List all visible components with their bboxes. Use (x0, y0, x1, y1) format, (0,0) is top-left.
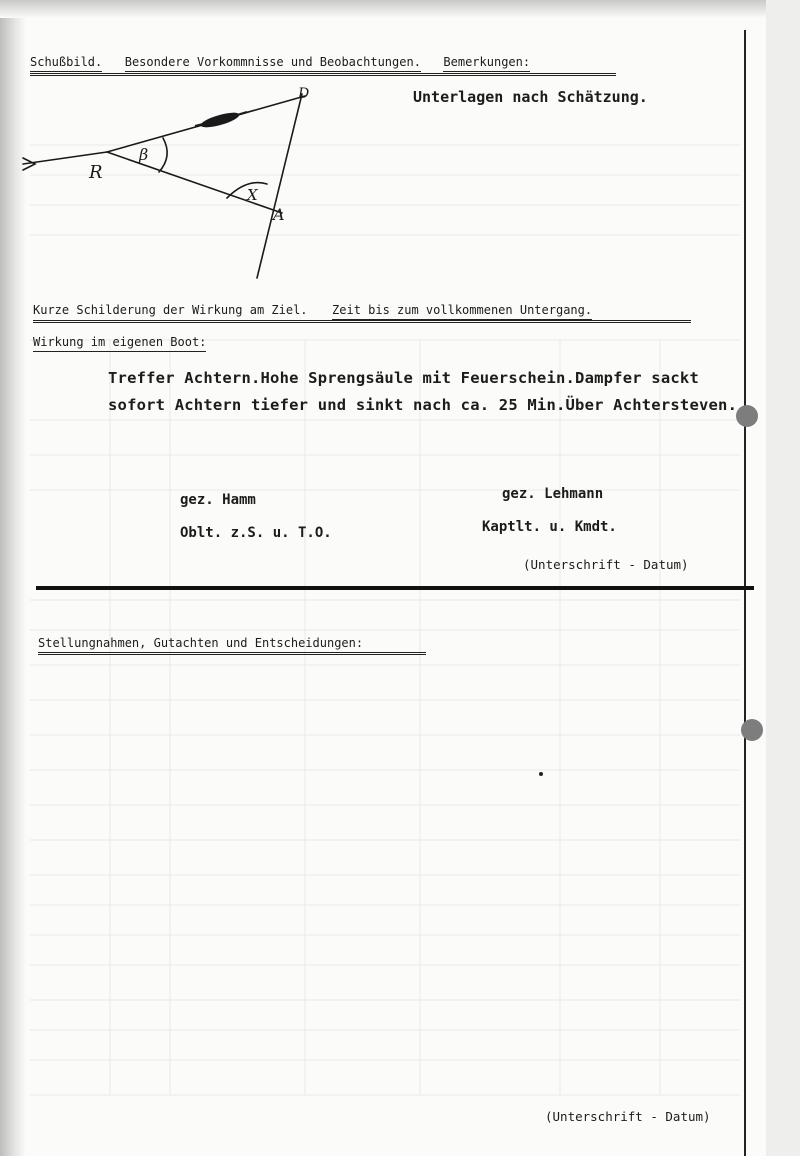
punch-hole-lower (741, 719, 763, 741)
stellungnahmen-label: Stellungnahmen, Gutachten und Entscheidungen: (38, 636, 364, 650)
signature-left-rank: Oblt. z.S. u. T.O. (180, 525, 332, 541)
vorkommnisse-label: Besondere Vorkommnisse und Beobachtungen. (125, 55, 421, 72)
sketch-label-d: D (298, 86, 310, 102)
schussbild-heading (30, 55, 530, 69)
stray-mark (539, 772, 543, 776)
effect-text-line-1: Treffer Achtern.Hohe Sprengsäule mit Feuerschein.Dampfer sackt (108, 369, 699, 387)
signature-caption: (Unterschrift - Datum) (523, 557, 689, 572)
heading3-double-underline (38, 652, 426, 655)
bemerkungen-label: Bemerkungen: (443, 55, 530, 72)
bottom-signature-caption: (Unterschrift - Datum) (545, 1109, 711, 1124)
signature-right-name: gez. Lehmann (502, 486, 604, 502)
wirkung-boot-heading (33, 335, 206, 349)
wirkung-ziel-label: Kurze Schilderung der Wirkung am Ziel. (33, 303, 308, 317)
signature-right-rank: Kaptlt. u. Kmdt. (482, 519, 617, 535)
remark-text: Unterlagen nach Schätzung. (413, 88, 648, 106)
schussbild-label: Schußbild. (30, 55, 102, 72)
sketch-label-a: A (273, 205, 285, 224)
torpedo-icon (199, 110, 240, 131)
untergang-label: Zeit bis zum vollkommenen Untergang. (332, 303, 592, 320)
sketch-label-beta: β (139, 145, 149, 164)
wirkung-ziel-heading (33, 303, 592, 317)
punch-hole-upper (736, 405, 758, 427)
heading-double-underline (30, 73, 616, 76)
effect-text-line-2: sofort Achtern tiefer und sinkt nach ca. 25 Min.Über Achtersteven. (108, 396, 738, 414)
wirkung-boot-label: Wirkung im eigenen Boot: (33, 335, 206, 352)
section-divider (36, 586, 754, 590)
sketch-label-r: R (89, 162, 103, 183)
stellungnahmen-heading (38, 636, 363, 650)
signature-left-name: gez. Hamm (180, 492, 256, 508)
heading2-double-underline (33, 320, 691, 323)
right-margin-rule (744, 30, 746, 1156)
sketch-label-x: X (247, 186, 258, 204)
shot-sketch-diagram (15, 80, 325, 290)
